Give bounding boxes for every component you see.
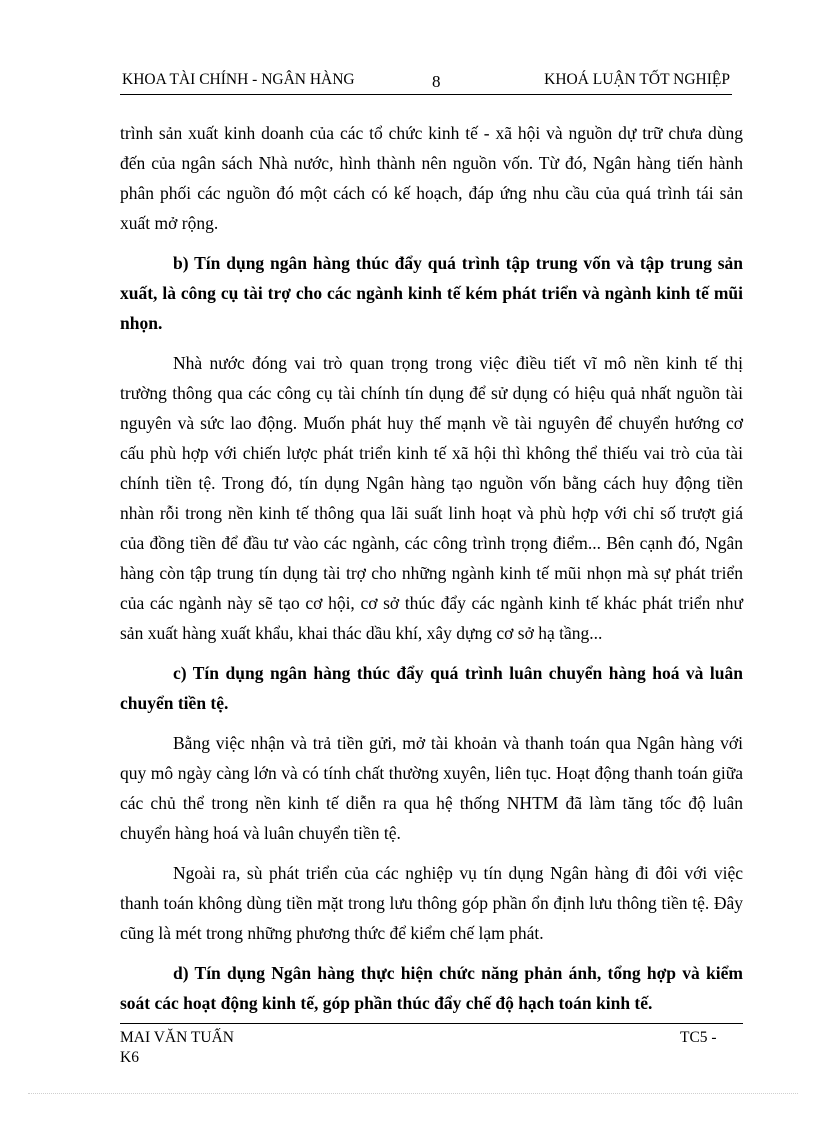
footer-class: TC5 - [680,1029,717,1046]
paragraph-non-cash: Ngoài ra, sù phát triển của các nghiệp vụ tín dụng Ngân hàng đi đôi với việc thanh toán không dùng tiền mặt trong lưu thông góp phần ổn định lưu thông tiền tệ. Đây cũng là mét trong những phương thức để kiểm chế lạm phát. [120,863,743,943]
header-page-number: 8 [432,72,441,91]
section-heading-c: c) Tín dụng ngân hàng thúc đẩy quá trình luân chuyển hàng hoá và luân chuyển tiền tệ. [120,663,743,713]
page-footer [120,1023,743,1066]
header-thesis-title: KHOÁ LUẬN TỐT NGHIỆP [544,71,730,88]
paragraph-continuation: trình sản xuất kinh doanh của các tổ chức kinh tế - xã hội và nguồn dự trữ chưa dùng đến của ngân sách Nhà nước, hình thành nên nguồn vốn. Từ đó, Ngân hàng tiến hành phân phối các nguồn đó một cách có kế hoạch, đáp ứng nhu cầu của quá trình tái sản xuất mở rộng. [120,123,743,233]
paragraph-state-role: Nhà nước đóng vai trò quan trọng trong việc điều tiết vĩ mô nền kinh tế thị trường thông qua các công cụ tài chính tín dụng để sử dụng có hiệu quả nhất nguồn tài nguyên và sức lao động. Muốn phát huy thế mạnh về tài nguyên để chuyển hướng cơ cấu phù hợp với chiến lược phát triển kinh tế xã hội thì không thể thiếu vai trò của tài chính tiền tệ. Trong đó, tín dụng Ngân hàng tạo nguồn vốn bằng cách huy động tiền nhàn rỗi trong nền kinh tế thông qua lãi suất linh hoạt và phù hợp với chỉ số trượt giá của đồng tiền để đầu tư vào các ngành, các công trình trọng điểm... Bên cạnh đó, Ngân hàng còn tập trung tín dụng tài trợ cho những ngành kinh tế mũi nhọn mà sự phát triển của các ngành này sẽ tạo cơ hội, cơ sở thúc đẩy các ngành kinh tế khác phát triển như sản xuất hàng xuất khẩu, khai thác dầu khí, xây dựng cơ sở hạ tầng... [120,353,743,643]
page-edge-divider [28,1093,798,1094]
page-header [120,68,732,95]
footer-class-suffix: K6 [120,1049,139,1066]
footer-author: MAI VĂN TUẤN [120,1029,234,1046]
paragraph-deposits: Bằng việc nhận và trả tiền gửi, mở tài khoản và thanh toán qua Ngân hàng với quy mô ngày càng lớn và có tính chất thường xuyên, liên tục. Hoạt động thanh toán giữa các chủ thể trong nền kinh tế diễn ra qua hệ thống NHTM đã làm tăng tốc độ luân chuyển hàng hoá và luân chuyển tiền tệ. [120,733,743,843]
document-body [120,118,743,1018]
section-heading-b: b) Tín dụng ngân hàng thúc đẩy quá trình tập trung vốn và tập trung sản xuất, là công cụ tài trợ cho các ngành kinh tế kém phát triển và ngành kinh tế mũi nhọn. [120,253,743,333]
header-faculty: KHOA TÀI CHÍNH - NGÂN HÀNG [122,71,355,88]
section-heading-d: d) Tín dụng Ngân hàng thực hiện chức năng phản ánh, tổng hợp và kiểm soát các hoạt động kinh tế, góp phần thúc đẩy chế độ hạch toán kinh tế. [120,963,743,1013]
